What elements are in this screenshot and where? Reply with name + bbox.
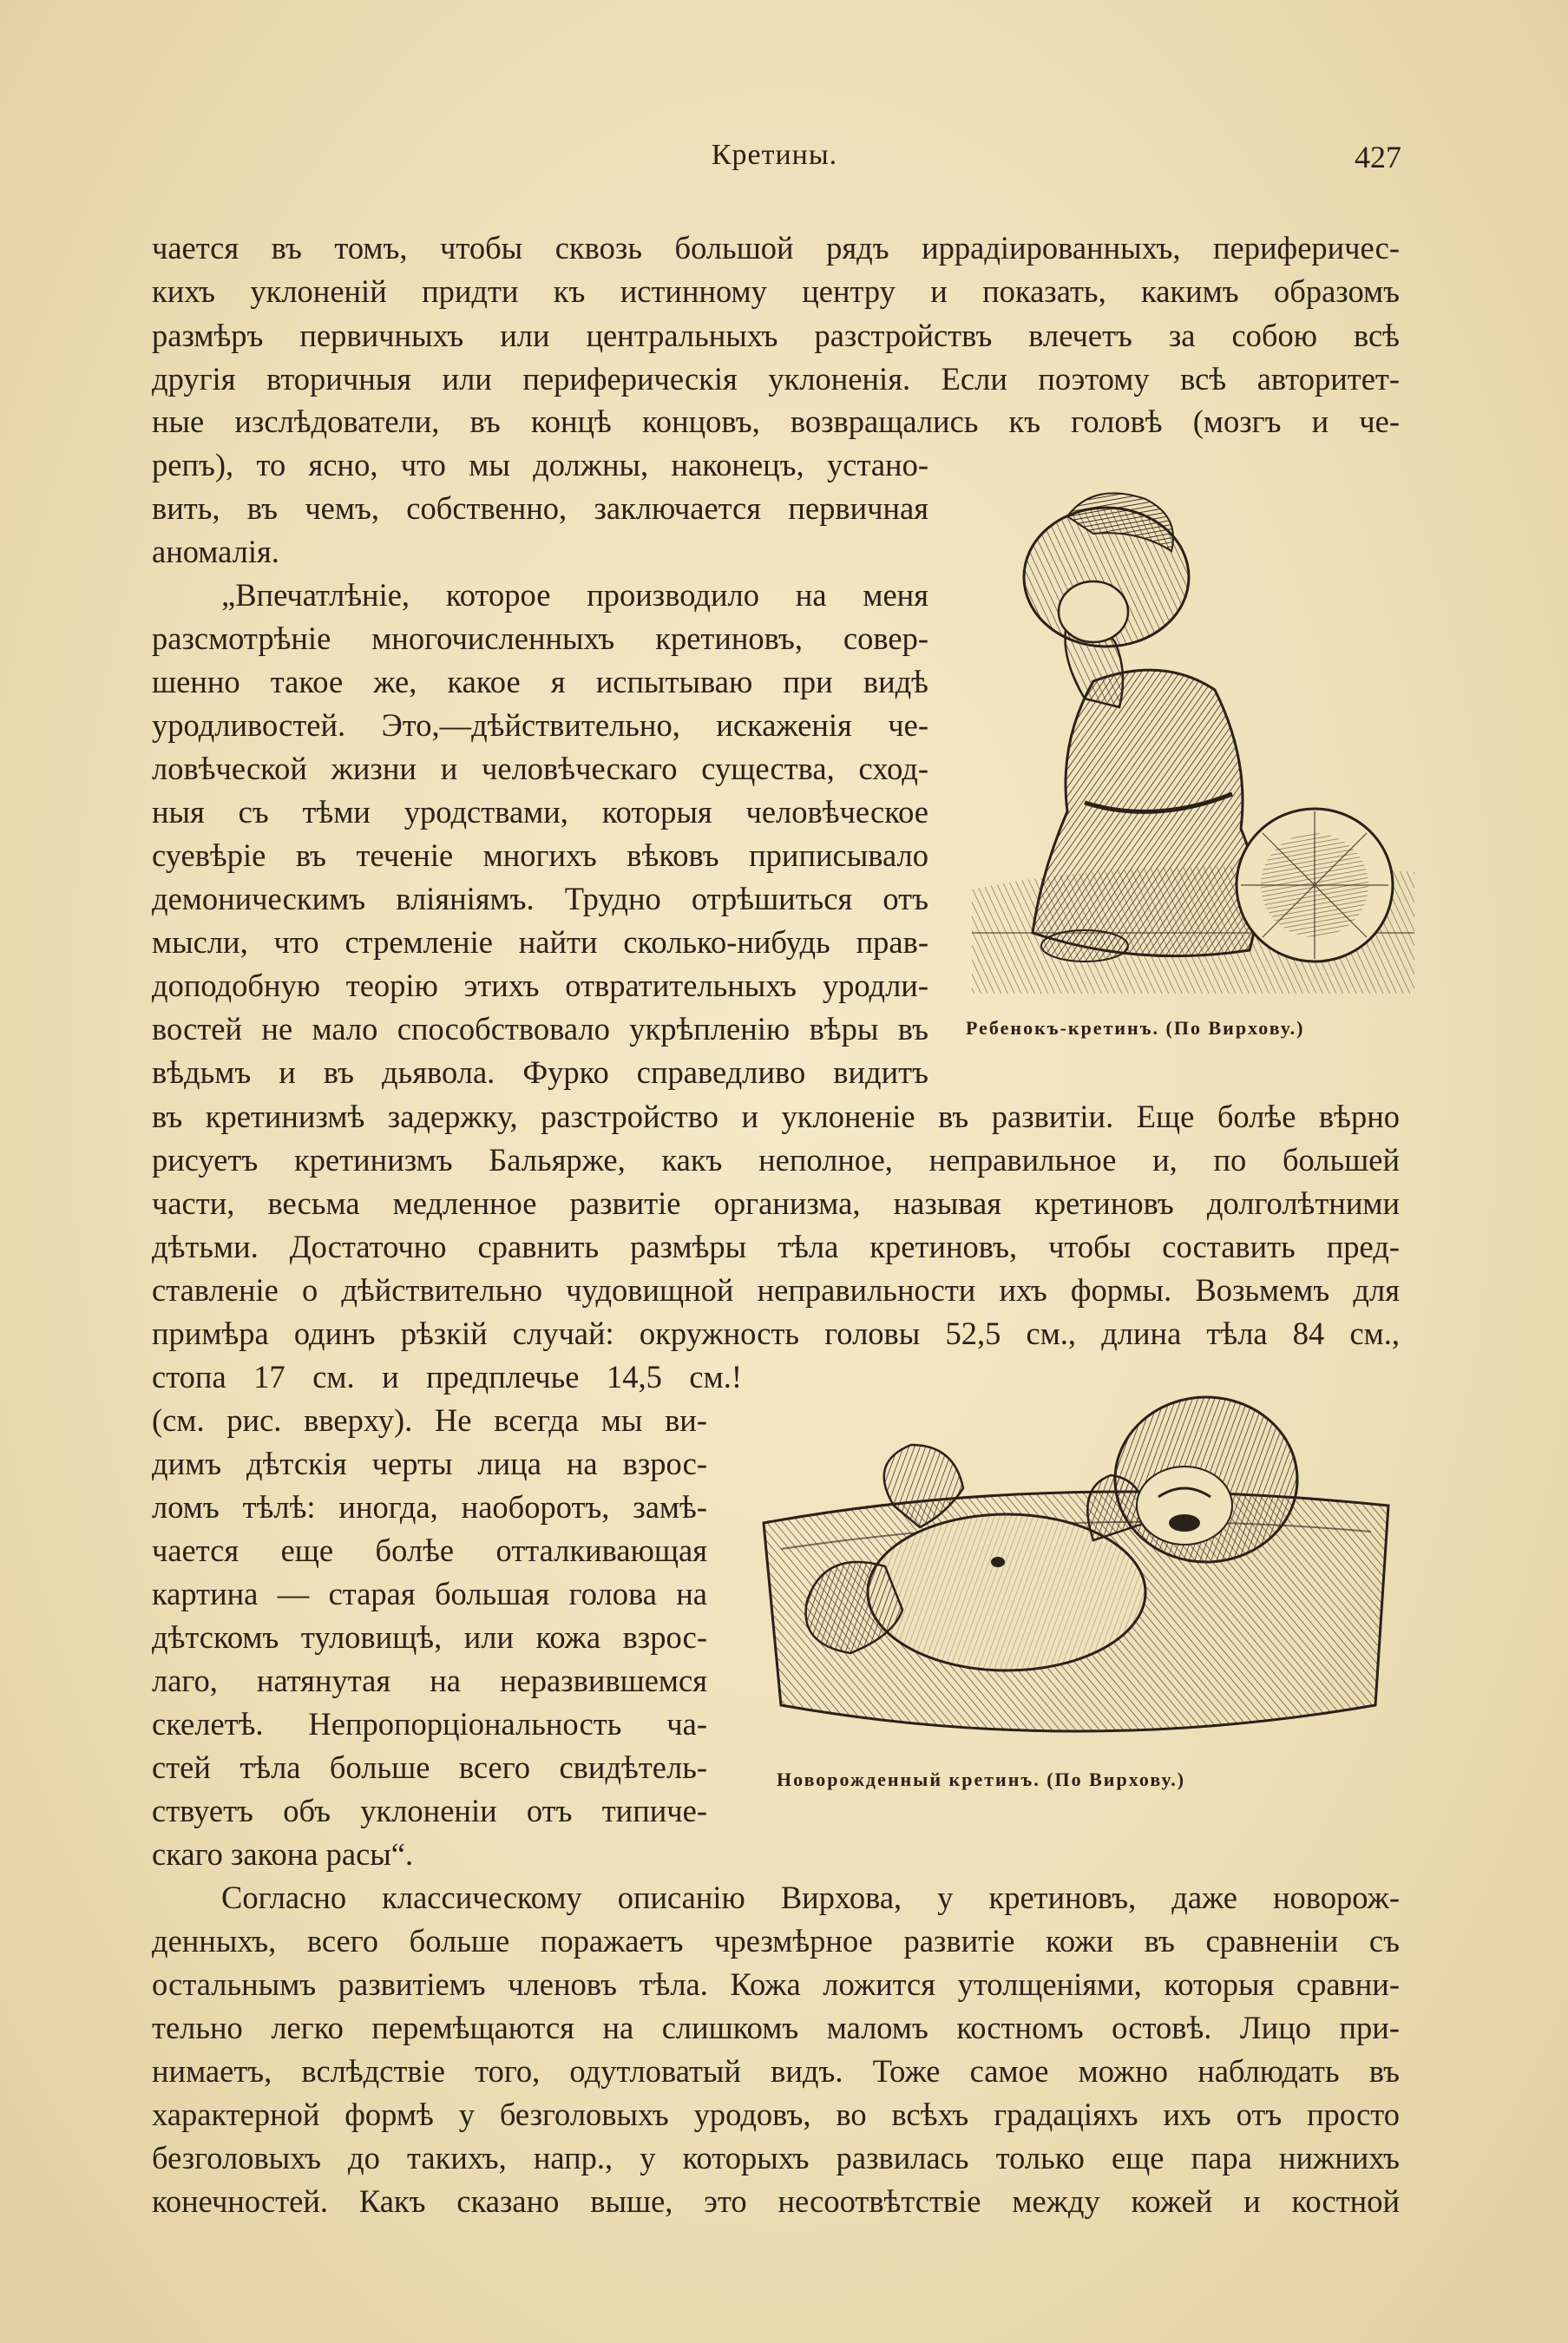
text-line: мысли, что стремленiе найти сколько-нибудь прав- xyxy=(152,924,928,960)
text-line: шенно такое же, какое я испытываю при видѣ xyxy=(152,664,928,699)
text-line: безголовыхъ до такихъ, напр., у которыхъ развилась только еще пара нижнихъ xyxy=(152,2140,1400,2176)
text-line: скаго закона расы“. xyxy=(152,1836,414,1872)
figure-caption: Новорожденный кретинъ. (По Вирхову.) xyxy=(777,1769,1186,1790)
text-line: рисуетъ кретинизмъ Бальярже, какъ неполное, неправильное и, по большей xyxy=(152,1142,1400,1178)
text-line: ловѣческой жизни и человѣческаго существа, сход- xyxy=(152,751,928,786)
text-line: части, весьма медленное развитiе организма, называя кретиновъ долголѣтними xyxy=(152,1185,1400,1221)
text-line: другiя вторичныя или периферическiя уклоненiя. Если поэтому всѣ авторитет- xyxy=(152,361,1400,397)
engraving-newborn xyxy=(746,1375,1406,1757)
text-line: картина — старая большая голова на xyxy=(152,1576,707,1611)
figure-sitting-child xyxy=(963,482,1423,994)
text-line: стей тѣла больше всего свидѣтель- xyxy=(152,1749,707,1785)
page-header xyxy=(148,139,1401,182)
text-line: ныя съ тѣми уродствами, которыя человѣческое xyxy=(152,794,928,830)
text-line: нимаетъ, вслѣдствiе того, одутловатый видъ. Тоже самое можно наблюдать въ xyxy=(152,2053,1400,2089)
text-line: ставленiе о дѣйствительно чудовищной неправильности ихъ формы. Возьмемъ для xyxy=(152,1272,1400,1308)
figure-caption: Ребенокъ-кретинъ. (По Вирхову.) xyxy=(966,1017,1305,1039)
text-line: разсмотрѣнiе многочисленныхъ кретиновъ, совер- xyxy=(152,620,928,656)
text-line: аномалiя. xyxy=(152,534,279,569)
text-line: вить, въ чемъ, собственно, заключается первичная xyxy=(152,490,928,526)
text-line: демоническимъ влiянiямъ. Трудно отрѣшиться отъ xyxy=(152,881,928,916)
text-line: тельно легко перемѣщаются на слишкомъ маломъ костномъ остовѣ. Лицо при- xyxy=(152,2010,1400,2045)
text-line: чается еще болѣе отталкивающая xyxy=(152,1532,707,1568)
text-line: характерной формѣ у безголовыхъ уродовъ, во всѣхъ градацiяхъ ихъ отъ просто xyxy=(152,2097,1400,2132)
text-line: репъ), то ясно, что мы должны, наконецъ, устано- xyxy=(152,447,928,482)
figure-newborn xyxy=(746,1375,1406,1757)
text-line: размѣръ первичныхъ или центральныхъ разстройствъ влечетъ за собою всѣ xyxy=(152,318,1400,353)
text-line: денныхъ, всего больше поражаетъ чрезмѣрное развитiе кожи въ сравненiи съ xyxy=(152,1923,1400,1959)
text-line: уродливостей. Это,—дѣйствительно, искаженiя че- xyxy=(152,707,928,743)
text-line: лаго, натянутая на неразвившемся xyxy=(152,1663,707,1698)
text-line: ломъ тѣлѣ: иногда, наоборотъ, замѣ- xyxy=(152,1489,707,1525)
engraving-sitting-child xyxy=(963,482,1423,994)
text-line: стопа 17 см. и предплечье 14,5 см.! xyxy=(152,1359,742,1395)
text-line: востей не мало способствовало укрѣпленiю вѣры въ xyxy=(152,1011,928,1047)
page-number: 427 xyxy=(1355,140,1401,174)
text-line: (см. рис. вверху). Не всегда мы ви- xyxy=(152,1402,707,1438)
text-line: скелетѣ. Непропорцiональность ча- xyxy=(152,1706,707,1742)
text-line: суевѣрiе въ теченiе многихъ вѣковъ приписывало xyxy=(152,837,928,873)
text-line: чается въ томъ, чтобы сквозь большой рядъ иррадiированныхъ, периферичес- xyxy=(152,230,1400,266)
text-line: въ кретинизмѣ задержку, разстройство и уклоненiе въ развитiи. Еще болѣе вѣрно xyxy=(152,1099,1400,1134)
text-line: дѣтскомъ туловищѣ, или кожа взрос- xyxy=(152,1619,707,1655)
text-line: „Впечатлѣнiе, которое производило на меня xyxy=(221,577,928,613)
text-line: остальнымъ развитiемъ членовъ тѣла. Кожа ложится утолщенiями, которыя сравни- xyxy=(152,1966,1400,2002)
text-line: ствуетъ объ уклоненiи отъ типиче- xyxy=(152,1793,707,1828)
text-line: димъ дѣтскiя черты лица на взрос- xyxy=(152,1446,707,1481)
text-line: вѣдьмъ и въ дьявола. Фурко справедливо видитъ xyxy=(152,1054,928,1090)
text-line: конечностей. Какъ сказано выше, это несоотвѣтствiе между кожей и костной xyxy=(152,2183,1400,2219)
text-line: примѣра одинъ рѣзкiй случай: окружность головы 52,5 см., длина тѣла 84 см., xyxy=(152,1316,1400,1351)
text-line: Согласно классическому описанiю Вирхова, у кретиновъ, даже новорож- xyxy=(221,1880,1400,1915)
running-head: Кретины. xyxy=(711,139,838,171)
text-line: ные изслѣдователи, въ концѣ концовъ, возвращались къ головѣ (мозгъ и че- xyxy=(152,404,1400,439)
text-line: кихъ уклоненiй придти къ истинному центру и показать, какимъ образомъ xyxy=(152,273,1400,309)
text-line: дѣтьми. Достаточно сравнить размѣры тѣла кретиновъ, чтобы составить пред- xyxy=(152,1229,1400,1264)
text-line: доподобную теорiю этихъ отвратительныхъ уродли- xyxy=(152,968,928,1003)
